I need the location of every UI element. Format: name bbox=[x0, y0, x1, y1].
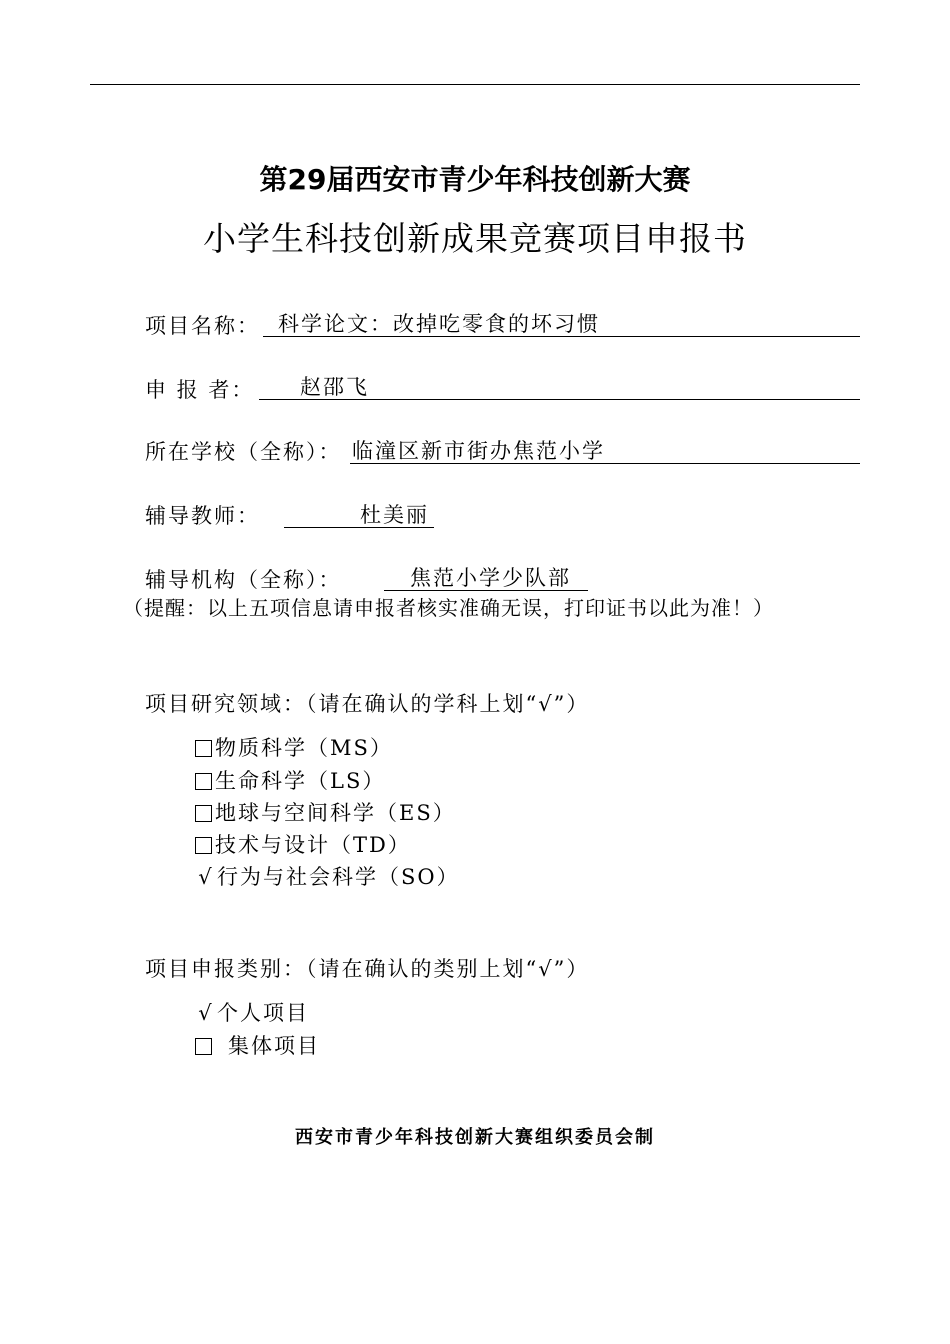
school-underline bbox=[350, 463, 860, 464]
option-label: 地球与空间科学（ES） bbox=[215, 801, 456, 825]
project-name-underline bbox=[263, 336, 860, 337]
teacher-underline bbox=[284, 527, 434, 528]
field-option-so[interactable] bbox=[195, 862, 460, 892]
option-label: 集体项目 bbox=[228, 1034, 320, 1058]
school-label: 所在学校（全称）： bbox=[145, 440, 342, 464]
research-field-label: 项目研究领域：（请在确认的学科上划“√”） bbox=[145, 692, 590, 716]
category-label: 项目申报类别：（请在确认的类别上划“√”） bbox=[145, 957, 590, 981]
option-label: 技术与设计（TD） bbox=[215, 833, 411, 857]
project-name-label: 项目名称： bbox=[145, 314, 260, 338]
category-option-group[interactable] bbox=[195, 1031, 320, 1061]
institution-value[interactable]: 焦范小学少队部 bbox=[410, 566, 571, 590]
option-label: 生命科学（LS） bbox=[215, 769, 386, 793]
institution-underline bbox=[384, 590, 588, 591]
verification-note: （提醒：以上五项信息请申报者核实准确无误，打印证书以此为准！） bbox=[123, 596, 774, 620]
applicant-underline bbox=[259, 399, 860, 400]
field-option-ls[interactable] bbox=[195, 766, 385, 796]
teacher-value[interactable]: 杜美丽 bbox=[360, 503, 429, 527]
checkbox[interactable] bbox=[195, 837, 212, 854]
applicant-label: 申 报 者： bbox=[145, 378, 255, 402]
institution-label: 辅导机构（全称）： bbox=[145, 568, 342, 592]
teacher-label: 辅导教师： bbox=[145, 504, 260, 528]
organizer-footer: 西安市青少年科技创新大赛组织委员会制 bbox=[295, 1127, 655, 1148]
document-title: 小学生科技创新成果竞赛项目申报书 bbox=[203, 219, 747, 258]
checkbox[interactable] bbox=[195, 1038, 212, 1055]
school-value[interactable]: 临潼区新市街办焦范小学 bbox=[352, 439, 605, 463]
checkbox[interactable] bbox=[195, 773, 212, 790]
option-label: 行为与社会科学（SO） bbox=[217, 865, 460, 889]
category-option-individual[interactable] bbox=[195, 998, 309, 1028]
checkbox[interactable] bbox=[195, 740, 212, 757]
field-option-ms[interactable] bbox=[195, 733, 393, 763]
option-label: 物质科学（MS） bbox=[215, 736, 393, 760]
option-label: 个人项目 bbox=[217, 1001, 309, 1025]
field-option-es[interactable] bbox=[195, 798, 456, 828]
check-mark-icon[interactable]: √ bbox=[198, 865, 214, 889]
top-rule bbox=[90, 84, 860, 85]
check-mark-icon[interactable]: √ bbox=[198, 1001, 214, 1025]
field-option-td[interactable] bbox=[195, 830, 411, 860]
applicant-value[interactable]: 赵邵飞 bbox=[300, 375, 369, 399]
checkbox[interactable] bbox=[195, 805, 212, 822]
competition-title: 第29届西安市青少年科技创新大赛 bbox=[259, 163, 691, 196]
project-name-value[interactable]: 科学论文：改掉吃零食的坏习惯 bbox=[278, 312, 600, 336]
